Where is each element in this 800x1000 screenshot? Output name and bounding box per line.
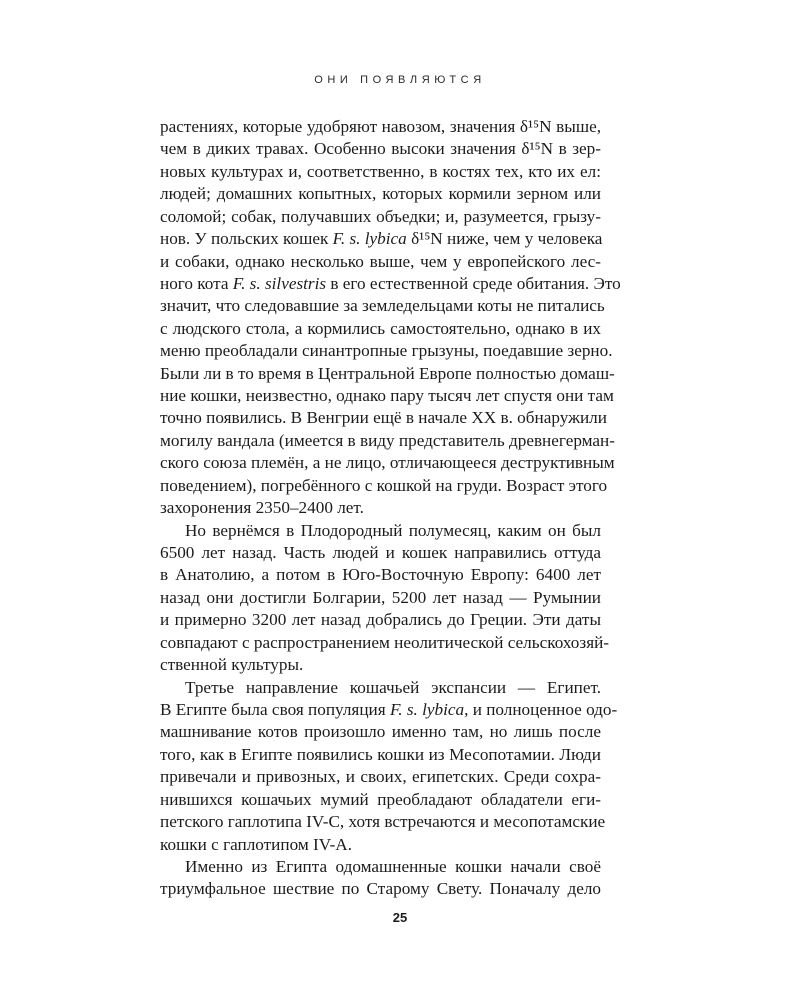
- text-line: меню преобладали синантропные грызуны, поедавшие зерно.: [160, 341, 613, 361]
- text-line: Третье направление кошачьей экспансии — Египет.: [185, 677, 601, 697]
- text-line: новых культурах и, соответственно, в костях тех, кто их ел:: [160, 161, 601, 181]
- text-line: Были ли в то время в Центральной Европе полностью домаш-: [160, 363, 615, 383]
- text-line: с людского стола, а кормились самостоятельно, однако в их: [160, 318, 601, 338]
- text-line: могилу вандала (имеется в виду представитель древнегерман-: [160, 430, 615, 450]
- text-line: ского союза племён, а не лицо, отличающееся деструктивным: [160, 453, 615, 473]
- text-line: в Анатолию, а потом в Юго-Восточную Европу: 6400 лет: [160, 565, 601, 585]
- text-line: значит, что следовавшие за земледельцами коты не питались: [160, 296, 605, 316]
- body-text: [160, 116, 621, 901]
- text-line: точно появились. В Венгрии ещё в начале XX в. обнаружили: [160, 408, 607, 428]
- text-line: соломой; собак, получавших объедки; и, разумеется, грызу-: [160, 206, 601, 226]
- page-number: 25: [392, 910, 408, 925]
- text-line: растениях, которые удобряют навозом, значения δ¹⁵N выше,: [160, 117, 601, 136]
- text-line: людей; домашних копытных, которых кормили зерном или: [160, 184, 601, 204]
- text-line: чем в диких травах. Особенно высоки значения δ¹⁵N в зер-: [160, 139, 601, 159]
- text-line: Именно из Египта одомашненные кошки начали своё: [185, 856, 601, 876]
- text-line: Но вернёмся в Плодородный полумесяц, каким он был: [185, 520, 601, 540]
- text-line: машнивание котов произошло именно там, но лишь после: [160, 722, 601, 742]
- text-line: ственной культуры.: [160, 655, 304, 675]
- text-line: захоронения 2350–2400 лет.: [160, 498, 364, 518]
- text-line: привечали и привозных, и своих, египетских. Среди сохра-: [160, 767, 601, 787]
- text-line: кошки с гаплотипом IV-A.: [160, 834, 353, 854]
- text-line: нов. У польских кошек F. s. lybica δ¹⁵N ниже, чем у человека: [160, 229, 603, 249]
- running-head: ОНИ ПОЯВЛЯЮТСЯ: [314, 74, 486, 86]
- text-line: нившихся кошачьих мумий преобладают обладатели еги-: [160, 789, 601, 809]
- text-line: назад они достигли Болгарии, 5200 лет назад — Румынии: [160, 587, 601, 607]
- text-line: ние кошки, неизвестно, однако пару тысяч лет спустя они там: [160, 386, 614, 406]
- text-line: и собаки, однако несколько выше, чем у европейского лес-: [160, 251, 601, 271]
- text-line: триумфальное шествие по Старому Свету. Поначалу дело: [160, 879, 601, 899]
- text-line: и примерно 3200 лет назад добрались до Греции. Эти даты: [160, 610, 601, 630]
- text-line: В Египте была своя популяция F. s. lybica, и полноценное одо-: [160, 699, 618, 719]
- text-line: совпадают с распространением неолитической сельскохозяй-: [160, 632, 610, 652]
- text-line: петского гаплотипа IV-C, хотя встречаются и месопотамские: [160, 812, 606, 832]
- text-line: того, как в Египте появились кошки из Месопотамии. Люди: [160, 744, 601, 764]
- text-line: поведением), погребённого с кошкой на груди. Возраст этого: [160, 475, 608, 495]
- text-line: ного кота F. s. silvestris в его естественной среде обитания. Это: [160, 273, 621, 293]
- text-line: 6500 лет назад. Часть людей и кошек направились оттуда: [160, 543, 601, 563]
